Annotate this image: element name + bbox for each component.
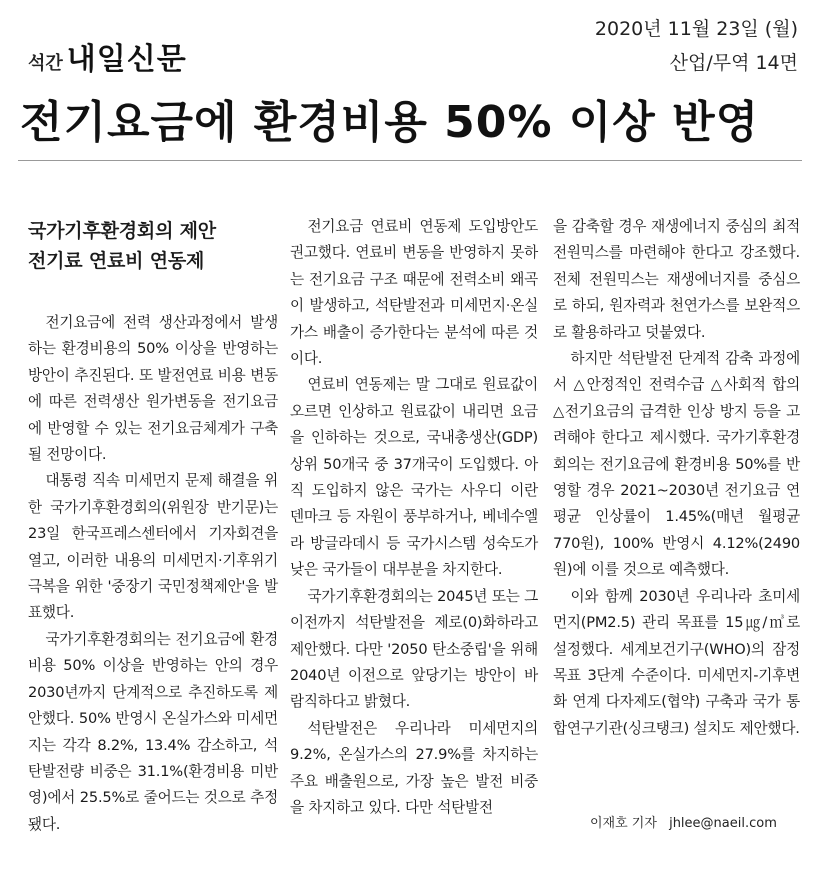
subheadline	[28, 216, 278, 276]
column-2	[290, 214, 538, 821]
paragraph: 국가기후환경회의는 2045년 또는 그 이전까지 석탄발전을 제로(0)화하라고 제안했다. 다만 '2050 탄소중립'을 위해 2040년 이전으로 앞당기는 방안이 바람직하다고 밝혔다.	[290, 587, 538, 711]
section-page: 산업/무역 14면	[669, 52, 798, 74]
subheadline-line-2: 전기료 연료비 연동제	[28, 250, 205, 272]
paragraph: 대통령 직속 미세먼지 문제 해결을 위한 국가기후환경회의(위원장 반기문)는 23일 한국프레스센터에서 기자회견을 열고, 이러한 내용의 미세먼지·기후위기 극복을 위한 '중장기 국민정책제안'을 발표했다.	[28, 472, 278, 622]
paragraph: 전기요금 연료비 연동제 도입방안도 권고했다. 연료비 변동을 반영하지 못하는 전기요금 구조 때문에 전력소비 왜곡이 발생하고, 석탄발전과 미세먼지·온실가스 배출이 증가한다는 분석에 따른 것이다.	[290, 218, 538, 368]
masthead-name: 내일신문	[66, 42, 187, 77]
masthead-edition: 석간	[28, 53, 63, 74]
reporter-name: 이재호 기자	[590, 816, 657, 831]
paragraph: 석탄발전은 우리나라 미세먼지의 9.2%, 온실가스의 27.9%를 차지하는 주요 배출원으로, 가장 높은 발전 비중을 차지하고 있다. 다만 석탄발전	[290, 719, 538, 816]
byline	[590, 812, 785, 831]
column-1	[28, 214, 278, 838]
paragraph: 국가기후환경회의는 전기요금에 환경비용 50% 이상을 반영하는 안의 경우 2030년까지 단계적으로 추진하도록 제안했다. 50% 반영시 온실가스와 미세먼지는 각각 8.2%, 13.4% 감소하고, 석탄발전량 비중은 31.1%(환경비용 미반영)에서 25.5%로 줄어드는 것으로 추정됐다.	[28, 630, 278, 833]
reporter-email: jhlee@naeil.com	[669, 816, 777, 831]
paragraph: 이와 함께 2030년 우리나라 초미세먼지(PM2.5) 관리 목표를 15㎍/㎥로 설정했다. 세계보건기구(WHO)의 잠정목표 3단계 수준이다. 미세먼지-기후변화 연계 다자제도(협약) 구축과 국가 통합연구기관(싱크탱크) 설치도 제안했다.	[553, 587, 800, 737]
paragraph: 연료비 연동제는 말 그대로 원료값이 오르면 인상하고 원료값이 내리면 요금을 인하하는 것으로, 국내총생산(GDP) 상위 50개국 중 37개국이 도입했다. 아직 도입하지 않은 국가는 사우디 이란 덴마크 등 자원이 풍부하거나, 베네수엘라 방글라데시 등 국가시스템 성숙도가 낮은 국가들이 대부분을 차지한다.	[290, 376, 538, 579]
subheadline-line-1: 국가기후환경회의 제안	[28, 220, 216, 242]
headline-divider	[18, 160, 802, 161]
paragraph: 전기요금에 전력 생산과정에서 발생하는 환경비용의 50% 이상을 반영하는 방안이 추진된다. 또 발전연료 비용 변동에 따른 전력생산 원가변동을 전기요금에 반영할 수 있는 전기요금체계가 구축될 전망이다.	[28, 314, 278, 464]
headline: 전기요금에 환경비용 50% 이상 반영	[20, 97, 760, 148]
issue-date: 2020년 11월 23일 (월)	[594, 18, 798, 40]
paragraph: 하지만 석탄발전 단계적 감축 과정에서 △안정적인 전력수급 △사회적 합의 △전기요금의 급격한 인상 방지 등을 고려해야 한다고 제시했다. 국가기후환경회의는 전기요금에 환경비용 50%를 반영할 경우 2021~2030년 전기요금 연평균 인상률이 1.45%(매년 월평균 770원), 100% 반영시 4.12%(2490원)에 이를 것으로 예측했다.	[553, 350, 800, 579]
paragraph: 을 감축할 경우 재생에너지 중심의 최적 전원믹스를 마련해야 한다고 강조했다. 전체 전원믹스는 재생에너지를 중심으로 하되, 원자력과 천연가스를 보완적으로 활용하라고 덧붙였다.	[553, 218, 800, 341]
masthead	[28, 34, 187, 78]
column-3	[553, 214, 800, 742]
